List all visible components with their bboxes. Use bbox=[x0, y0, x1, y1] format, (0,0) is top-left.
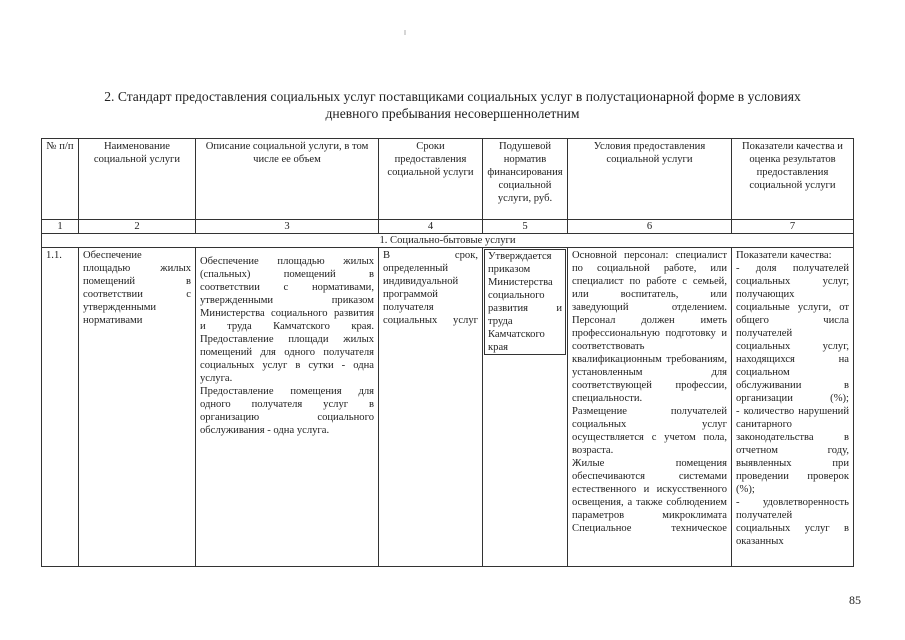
page-number: 85 bbox=[849, 593, 861, 607]
header-conditions: Условия предоставления социальной услуги bbox=[568, 139, 732, 220]
table-row bbox=[42, 248, 854, 567]
header-description: Описание социальной услуги, в том числе ее объем bbox=[196, 139, 379, 220]
quality-cell bbox=[732, 248, 854, 567]
description-paragraph: Предоставление помещения для одного получателя услуг в организацию социального обслуживания - одна услуга. bbox=[200, 386, 374, 436]
quality-paragraph: - удовлетворенность получателей социальных услуг в оказанных bbox=[736, 497, 849, 547]
quality bbox=[736, 249, 849, 548]
column-number: 2 bbox=[79, 220, 196, 234]
conditions-cell bbox=[568, 248, 732, 567]
description-paragraph: Предоставление площади жилых помещений для одного получателя социальных услуг в сутки - одна услуга. bbox=[200, 334, 374, 384]
title-line-1: 2. Стандарт предоставления социальных услуг поставщиками социальных услуг в полустационарной форме в условиях bbox=[104, 89, 801, 104]
description bbox=[200, 255, 374, 437]
header-terms: Сроки предоставления социальной услуги bbox=[379, 139, 483, 220]
norm-cell bbox=[483, 248, 568, 567]
column-number-row bbox=[42, 220, 854, 234]
conditions-paragraph: Специальное техническое bbox=[572, 523, 727, 534]
header-service-name: Наименование социальной услуги bbox=[79, 139, 196, 220]
terms-cell bbox=[379, 248, 483, 567]
column-number: 5 bbox=[483, 220, 568, 234]
conditions-paragraph: Жилые помещения обеспечиваются системами естественного и искусственного освещения, а также соблюдением параметров микроклимата bbox=[572, 458, 727, 521]
header-norm: Подушевой норматив финансирования социальной услуги, руб. bbox=[483, 139, 568, 220]
description-cell bbox=[196, 248, 379, 567]
service-name-cell bbox=[79, 248, 196, 567]
scan-speck bbox=[404, 30, 406, 35]
conditions-paragraph: Персонал должен иметь профессиональную подготовку и соответствовать квалификационным требованиям, установленным для соответствующей профессии, специальности. bbox=[572, 315, 727, 404]
column-number: 1 bbox=[42, 220, 79, 234]
conditions-paragraph: Основной персонал: специалист по социальной работе, или специалист по работе с семьей, или воспитатель, или заведующий отделением. bbox=[572, 250, 727, 313]
service-name: Обеспечение площадью жилых помещений в соответствии с утвержденными нормативами bbox=[83, 250, 191, 326]
row-number: 1.1. bbox=[42, 248, 79, 567]
page-title bbox=[40, 88, 865, 122]
conditions bbox=[572, 249, 727, 535]
terms: В срок, определенный индивидуальной программой получателя социальных услуг bbox=[383, 250, 478, 326]
header-quality: Показатели качества и оценка результатов предоставления социальной услуги bbox=[732, 139, 854, 220]
table-header-row bbox=[42, 139, 854, 220]
description-paragraph: Обеспечение площадью жилых (спальных) помещений в соответствии с нормативами, утвержденными приказом Министерства социального развития и труда Камчатского края. bbox=[200, 256, 374, 332]
quality-paragraph: - доля получателей социальных услуг, получающих социальные услуги, от общего числа получателей социальных услуг, находящихся на социальном обслуживании в организации (%); bbox=[736, 263, 849, 404]
column-number: 3 bbox=[196, 220, 379, 234]
section-row bbox=[42, 234, 854, 248]
quality-paragraph: Показатели качества: bbox=[736, 250, 832, 261]
title-line-2: дневного пребывания несовершеннолетним bbox=[325, 106, 580, 121]
header-number: № п/п bbox=[42, 139, 79, 220]
conditions-paragraph: Размещение получателей социальных услуг осуществляется с учетом пола, возраста. bbox=[572, 406, 727, 456]
column-number: 4 bbox=[379, 220, 483, 234]
column-number: 7 bbox=[732, 220, 854, 234]
quality-paragraph: - количество нарушений санитарного законодательства в отчетном году, выявленных при проведении проверок (%); bbox=[736, 406, 849, 495]
standard-table bbox=[41, 138, 854, 567]
section-title: 1. Социально-бытовые услуги bbox=[42, 234, 854, 248]
column-number: 6 bbox=[568, 220, 732, 234]
norm: Утверждается приказом Министерства социального развития и труда Камчатского края bbox=[484, 249, 566, 355]
